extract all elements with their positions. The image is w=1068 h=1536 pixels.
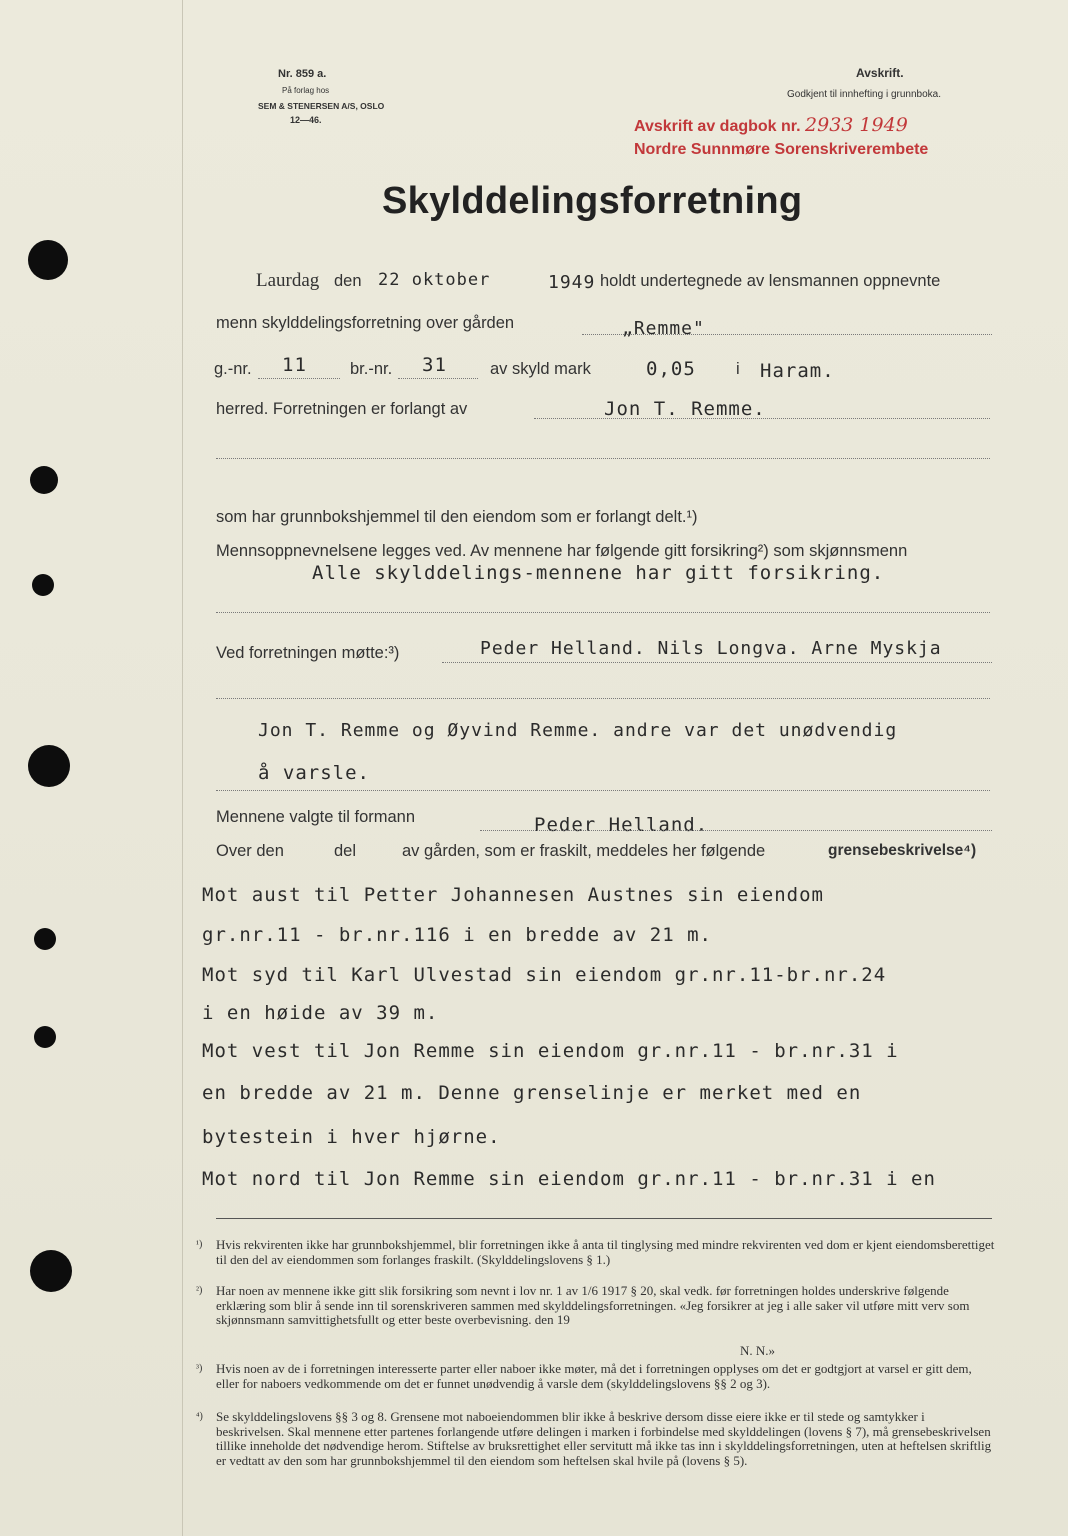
boundary-line: Mot syd til Karl Ulvestad sin eiendom gr.nr.11-br.nr.24	[202, 964, 887, 986]
footnote-text: Se skylddelingslovens §§ 3 og 8. Grensene mot naboeiendommen blir ikke å beskrive dersom disse eiere ikke er til stede og samtykker i beskrivelsen. Skal mennene etter partenes forlangende utføre delingen i marken i forbindelse med skylddelingen (lovens § 7), må grensebeskrivelsen tillike inneholde det nødvendige herom. Stiftelse av bruksrettighet eller servitutt må ikke tas inn i skylddelingsforretningen, uten at heftelsen skriftlig er vedtatt av den som har grunnbokshjemmel til den eiendom som heftelsen skal hvile på (lovens § 5).	[216, 1409, 992, 1468]
blank-line	[216, 458, 990, 459]
brnr-line	[398, 378, 478, 379]
footnote-number: ¹)	[196, 1239, 203, 1250]
avskrift-title: Avskrift.	[856, 66, 904, 80]
formann-fill: Peder Helland.	[534, 814, 709, 836]
stamp-prefix: Avskrift av dagbok nr.	[634, 118, 801, 135]
boundary-line: en bredde av 21 m. Denne grenselinje er merket med en	[202, 1082, 862, 1104]
mote-line2	[216, 698, 990, 699]
footnote-number: ⁴)	[196, 1411, 203, 1422]
boundary-line: Mot nord til Jon Remme sin eiendom gr.nr.11 - br.nr.31 i en	[202, 1168, 936, 1190]
margin-rule	[182, 0, 183, 1536]
punch-hole	[28, 240, 68, 280]
punch-hole	[32, 574, 54, 596]
footnote-4	[196, 1409, 996, 1468]
form-number: Nr. 859 a.	[278, 68, 327, 80]
text-i: i	[736, 360, 740, 378]
text-skyld: av skyld mark	[490, 360, 591, 378]
punch-hole	[30, 466, 58, 494]
kommune-fill: Haram.	[760, 360, 835, 382]
text-avgarden: av gården, som er fraskilt, meddeles her følgende	[402, 842, 766, 860]
text-over: Over den	[216, 842, 284, 860]
boundary-line: Mot aust til Petter Johannesen Austnes sin eiendom	[202, 884, 824, 906]
text-brnr: br.-nr.	[350, 360, 393, 378]
footnote-3	[196, 1361, 996, 1391]
stamp-line2: Nordre Sunnmøre Sorenskriverembete	[634, 141, 929, 158]
footnote-number: ²)	[196, 1285, 203, 1296]
footnote-text: Har noen av mennene ikke gitt slik forsikring som nevnt i lov nr. 1 av 1/6 1917 § 20, skal vedk. før forretningen holdes underskrive følgende erklæring som blir å sende inn til sorenskriveren sammen med skylddelingsforretningen. «Jeg forsikrer at jeg i alle saker vil utføre mitt verv som skjønnsmann samvittighetsfullt og etter beste overbevisning. den 19	[216, 1283, 970, 1327]
boundary-line: Mot vest til Jon Remme sin eiendom gr.nr.11 - br.nr.31 i	[202, 1040, 899, 1062]
form-edition: 12—46.	[290, 115, 322, 125]
date-fill: 22 oktober	[378, 270, 491, 290]
boundary-line: gr.nr.11 - br.nr.116 i en bredde av 21 m.	[202, 924, 712, 946]
boundary-line: bytestein i hver hjørne.	[202, 1126, 501, 1148]
mote-fill1: Peder Helland. Nils Longva. Arne Myskja	[480, 638, 942, 659]
farm-fill: „Remme"	[622, 318, 705, 339]
punch-hole	[28, 745, 70, 787]
stamp-number: 2933 1949	[805, 114, 908, 136]
footnote-text: N. N.»	[740, 1343, 776, 1358]
requester-fill: Jon T. Remme.	[604, 398, 766, 420]
publisher-line1: På forlag hos	[282, 86, 330, 95]
text-gnr: g.-nr.	[214, 360, 252, 378]
gnr-line	[258, 378, 340, 379]
text-formann: Mennene valgte til formann	[216, 808, 416, 826]
skyld-fill: 0,05	[646, 358, 696, 380]
text-grunnbok: som har grunnbokshjemmel til den eiendom som er forlangt delt.¹)	[216, 508, 698, 526]
forsikring-fill: Alle skylddelings-mennene har gitt forsikring.	[312, 562, 885, 584]
mote-line3	[216, 790, 990, 791]
mote-fill3: å varsle.	[258, 762, 370, 784]
text-menn: menn skylddelingsforretning over gården	[216, 314, 515, 332]
footnote-1	[196, 1237, 996, 1267]
mote-line1	[442, 662, 992, 663]
punch-hole	[34, 1026, 56, 1048]
footnote-2	[196, 1283, 996, 1328]
footnote-2-signature	[740, 1344, 840, 1359]
avskrift-subtitle: Godkjent til innhefting i grunnboka.	[787, 89, 941, 100]
text-mennsopp: Mennsoppnevnelsene legges ved. Av mennene har følgende gitt forsikring²) som skjønnsmenn	[216, 542, 908, 560]
formann-line	[480, 830, 992, 831]
stamp-line1	[634, 114, 908, 136]
year-fill: 1949	[548, 272, 596, 293]
footnote-number: ³)	[196, 1363, 203, 1374]
footnote-rule	[216, 1218, 992, 1219]
footnote-text: Hvis noen av de i forretningen interesserte parter eller naboer ikke møter, må det i forretningen opplyses om det er godtgjort at varsel er gitt dem, eller for naboers vedkommende om det er funnet unødvendig å varsle dem (skylddelingslovens §§ 2 og 3).	[216, 1361, 972, 1391]
text-mote: Ved forretningen møtte:³)	[216, 644, 400, 662]
publisher-line2: SEM & STENERSEN A/S, OSLO	[258, 101, 385, 111]
brnr-fill: 31	[422, 354, 447, 376]
mote-fill2: Jon T. Remme og Øyvind Remme. andre var det unødvendig	[258, 720, 898, 741]
text-del: del	[334, 842, 357, 860]
punch-hole	[34, 928, 56, 950]
gnr-fill: 11	[282, 354, 307, 376]
text-grensebeskrivelse: grensebeskrivelse⁴)	[828, 842, 977, 859]
punch-hole	[30, 1250, 72, 1292]
text-herred: herred. Forretningen er forlangt av	[216, 400, 468, 418]
document-title: Skylddelingsforretning	[382, 180, 803, 222]
day-fill: Laurdag	[256, 270, 320, 291]
forsikring-line	[216, 612, 990, 613]
text-den: den	[334, 272, 362, 290]
footnote-text: Hvis rekvirenten ikke har grunnbokshjemmel, blir forretningen ikke å anta til tinglysing med mindre rekvirenten ved dom er kjent eiendomsberettiget til den del av eiendommen som forlanges fraskilt. (Skylddelingslovens § 1.)	[216, 1237, 995, 1267]
text-holdt: holdt undertegnede av lensmannen oppnevnte	[600, 272, 941, 290]
boundary-line: i en høide av 39 m.	[202, 1002, 439, 1024]
